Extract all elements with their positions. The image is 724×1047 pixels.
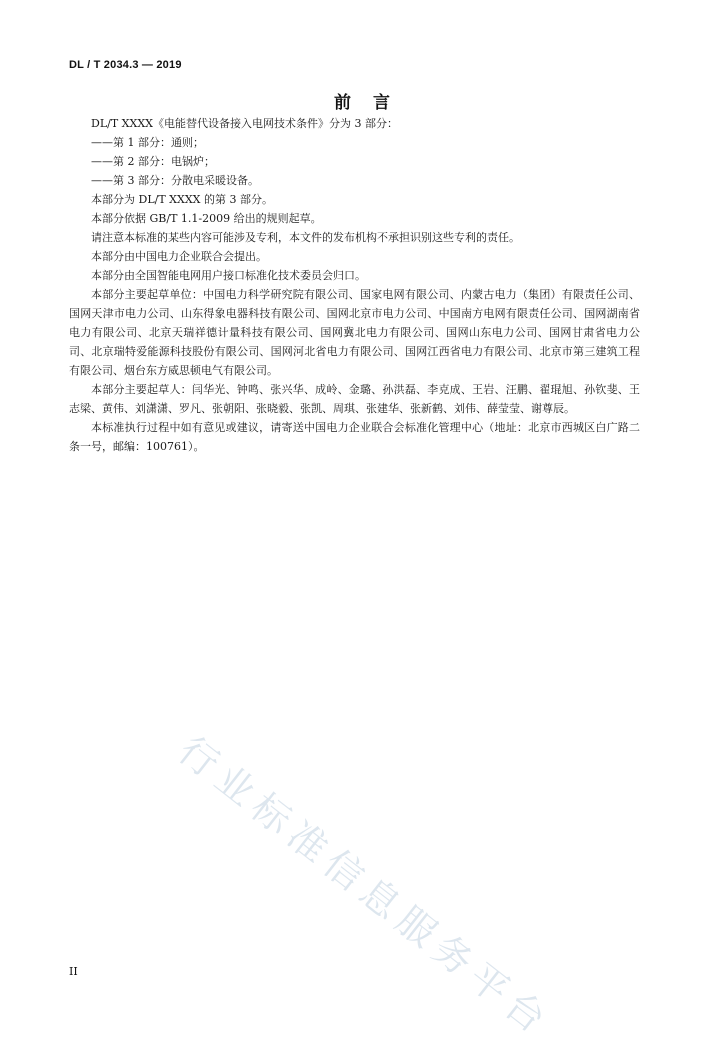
paragraph-drafting-units: 本部分主要起草单位：中国电力科学研究院有限公司、国家电网有限公司、内蒙古电力（集团）有限责任公司、国网天津市电力公司、山东得象电器科技有限公司、国网北京市电力公司、中国南方电网有限责任公司、国网湖南省电力有限公司、北京天瑞祥德计量科技有限公司、国网冀北电力有限公司、国网山东电力公司、国网甘肃省电力公司、北京瑞特爱能源科技股份有限公司、国网河北省电力有限公司、国网江西省电力有限公司、北京市第三建筑工程有限公司、烟台东方威思顿电气有限公司。 (69, 288, 640, 377)
paragraph-drafting-rules: 本部分依据 GB/T 1.1-2009 给出的规则起草。 (91, 212, 322, 225)
paragraph-proposer: 本部分由中国电力企业联合会提出。 (91, 250, 267, 263)
paragraph-part-3: ——第 3 部分：分散电采暖设备。 (91, 174, 259, 187)
paragraph-feedback: 本标准执行过程中如有意见或建议，请寄送中国电力企业联合会标准化管理中心（地址：北京市西城区白广路二条一号，邮编：100761）。 (69, 421, 640, 453)
page-title: 前言 (334, 93, 412, 113)
paragraph-part-1: ——第 1 部分：通则； (91, 136, 204, 149)
paragraph-part-statement: 本部分为 DL/T XXXX 的第 3 部分。 (91, 193, 273, 206)
standard-code: DL / T 2034.3 — 2019 (69, 59, 182, 71)
page-number: II (69, 965, 78, 978)
paragraph-part-2: ——第 2 部分：电锅炉； (91, 155, 215, 168)
paragraph-centralized: 本部分由全国智能电网用户接口标准化技术委员会归口。 (91, 269, 366, 282)
preface-body (69, 114, 640, 456)
paragraph-parts-intro: DL/T XXXX《电能替代设备接入电网技术条件》分为 3 部分： (91, 117, 398, 130)
paragraph-patent-notice: 请注意本标准的某些内容可能涉及专利，本文件的发布机构不承担识别这些专利的责任。 (91, 231, 520, 244)
paragraph-drafters: 本部分主要起草人：闫华光、钟鸣、张兴华、成岭、金璐、孙洪磊、李克成、王岩、汪鹏、翟琨旭、孙钦斐、王志梁、黄伟、刘潇潇、罗凡、张朝阳、张晓毅、张凯、周琪、张建华、张新鹤、刘伟、薛莹莹、谢尊辰。 (69, 383, 640, 415)
watermark: 行业标准信息服务平台 (170, 727, 560, 1046)
